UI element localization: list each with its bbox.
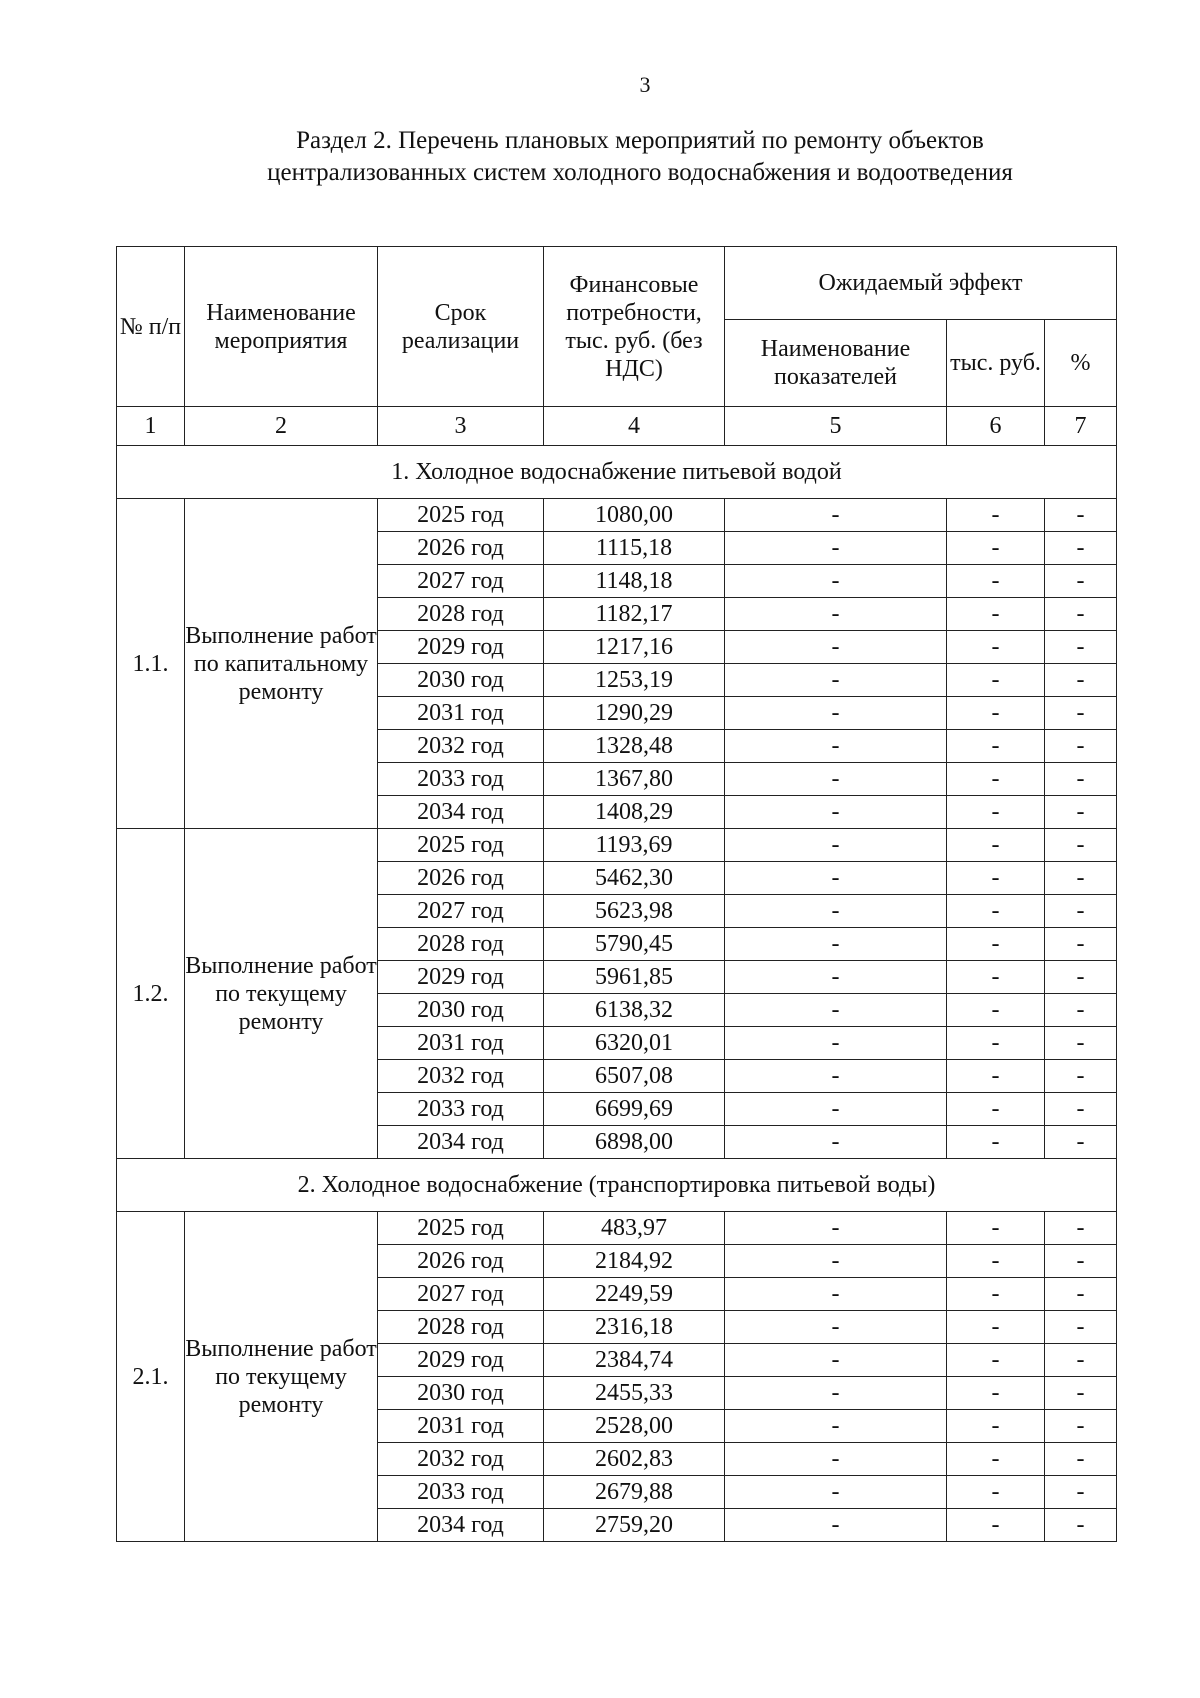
page-number: 3 bbox=[639, 72, 651, 97]
finance-cell: 2455,33 bbox=[544, 1377, 725, 1410]
section-group-row bbox=[117, 1159, 1117, 1212]
column-number: 7 bbox=[1045, 407, 1117, 446]
term-cell: 2031 год bbox=[378, 697, 544, 730]
header-effect-name: Наименование показателей bbox=[725, 320, 947, 407]
effect-rub-cell: - bbox=[947, 796, 1045, 829]
effect-rub-cell: - bbox=[947, 763, 1045, 796]
finance-cell: 483,97 bbox=[544, 1212, 725, 1245]
finance-cell: 6699,69 bbox=[544, 1093, 725, 1126]
effect-rub-cell: - bbox=[947, 1476, 1045, 1509]
section-title-line-2: централизованных систем холодного водоснабжения и водоотведения bbox=[267, 159, 1013, 186]
term-cell: 2027 год bbox=[378, 1278, 544, 1311]
effect-pct-cell: - bbox=[1045, 1509, 1117, 1542]
finance-cell: 6320,01 bbox=[544, 1027, 725, 1060]
term-cell: 2025 год bbox=[378, 829, 544, 862]
item-number: 1.1. bbox=[117, 499, 185, 829]
effect-name-cell: - bbox=[725, 763, 947, 796]
effect-name-cell: - bbox=[725, 1311, 947, 1344]
term-cell: 2026 год bbox=[378, 532, 544, 565]
column-number: 3 bbox=[378, 407, 544, 446]
header-row-top bbox=[117, 247, 1117, 320]
term-cell: 2030 год bbox=[378, 1377, 544, 1410]
section-group-title: 1. Холодное водоснабжение питьевой водой bbox=[117, 446, 1117, 499]
effect-pct-cell: - bbox=[1045, 664, 1117, 697]
effect-name-cell: - bbox=[725, 565, 947, 598]
finance-cell: 2384,74 bbox=[544, 1344, 725, 1377]
effect-rub-cell: - bbox=[947, 862, 1045, 895]
item-name: Выполнение работ по текущему ремонту bbox=[185, 1212, 378, 1542]
table-body bbox=[117, 446, 1117, 1542]
effect-rub-cell: - bbox=[947, 1093, 1045, 1126]
effect-rub-cell: - bbox=[947, 664, 1045, 697]
effect-rub-cell: - bbox=[947, 1509, 1045, 1542]
effect-name-cell: - bbox=[725, 1212, 947, 1245]
header-num: № п/п bbox=[117, 247, 185, 407]
effect-name-cell: - bbox=[725, 1027, 947, 1060]
effect-name-cell: - bbox=[725, 1377, 947, 1410]
term-cell: 2027 год bbox=[378, 565, 544, 598]
effect-pct-cell: - bbox=[1045, 1311, 1117, 1344]
finance-cell: 2759,20 bbox=[544, 1509, 725, 1542]
effect-rub-cell: - bbox=[947, 1377, 1045, 1410]
effect-rub-cell: - bbox=[947, 730, 1045, 763]
effect-rub-cell: - bbox=[947, 697, 1045, 730]
effect-name-cell: - bbox=[725, 1060, 947, 1093]
finance-cell: 5462,30 bbox=[544, 862, 725, 895]
effect-name-cell: - bbox=[725, 730, 947, 763]
effect-rub-cell: - bbox=[947, 499, 1045, 532]
effect-pct-cell: - bbox=[1045, 1126, 1117, 1159]
effect-rub-cell: - bbox=[947, 1344, 1045, 1377]
effect-pct-cell: - bbox=[1045, 1093, 1117, 1126]
header-finance: Финансовые потребности, тыс. руб. (без НДС) bbox=[544, 247, 725, 407]
effect-name-cell: - bbox=[725, 1093, 947, 1126]
effect-rub-cell: - bbox=[947, 631, 1045, 664]
term-cell: 2025 год bbox=[378, 1212, 544, 1245]
finance-cell: 1408,29 bbox=[544, 796, 725, 829]
item-number: 1.2. bbox=[117, 829, 185, 1159]
effect-name-cell: - bbox=[725, 862, 947, 895]
effect-pct-cell: - bbox=[1045, 895, 1117, 928]
effect-rub-cell: - bbox=[947, 1126, 1045, 1159]
term-cell: 2034 год bbox=[378, 796, 544, 829]
term-cell: 2026 год bbox=[378, 1245, 544, 1278]
finance-cell: 5790,45 bbox=[544, 928, 725, 961]
term-cell: 2029 год bbox=[378, 961, 544, 994]
term-cell: 2027 год bbox=[378, 895, 544, 928]
effect-pct-cell: - bbox=[1045, 697, 1117, 730]
effect-name-cell: - bbox=[725, 1344, 947, 1377]
effect-pct-cell: - bbox=[1045, 928, 1117, 961]
section-title bbox=[0, 125, 1200, 189]
term-cell: 2032 год bbox=[378, 730, 544, 763]
effect-name-cell: - bbox=[725, 598, 947, 631]
effect-name-cell: - bbox=[725, 829, 947, 862]
effect-pct-cell: - bbox=[1045, 961, 1117, 994]
finance-cell: 5623,98 bbox=[544, 895, 725, 928]
finance-cell: 2316,18 bbox=[544, 1311, 725, 1344]
term-cell: 2033 год bbox=[378, 1093, 544, 1126]
term-cell: 2031 год bbox=[378, 1027, 544, 1060]
effect-pct-cell: - bbox=[1045, 1212, 1117, 1245]
effect-name-cell: - bbox=[725, 994, 947, 1027]
effect-name-cell: - bbox=[725, 1245, 947, 1278]
term-cell: 2029 год bbox=[378, 1344, 544, 1377]
finance-cell: 1253,19 bbox=[544, 664, 725, 697]
effect-rub-cell: - bbox=[947, 1311, 1045, 1344]
header-effect: Ожидаемый эффект bbox=[725, 247, 1117, 320]
effect-name-cell: - bbox=[725, 1278, 947, 1311]
effect-name-cell: - bbox=[725, 1476, 947, 1509]
finance-cell: 6898,00 bbox=[544, 1126, 725, 1159]
term-cell: 2028 год bbox=[378, 1311, 544, 1344]
term-cell: 2031 год bbox=[378, 1410, 544, 1443]
effect-pct-cell: - bbox=[1045, 994, 1117, 1027]
table-row bbox=[117, 499, 1117, 532]
table-row bbox=[117, 1212, 1117, 1245]
effect-rub-cell: - bbox=[947, 1060, 1045, 1093]
finance-cell: 1328,48 bbox=[544, 730, 725, 763]
term-cell: 2030 год bbox=[378, 994, 544, 1027]
finance-cell: 1148,18 bbox=[544, 565, 725, 598]
section-group-title: 2. Холодное водоснабжение (транспортировка питьевой воды) bbox=[117, 1159, 1117, 1212]
finance-cell: 1115,18 bbox=[544, 532, 725, 565]
term-cell: 2026 год bbox=[378, 862, 544, 895]
effect-pct-cell: - bbox=[1045, 565, 1117, 598]
header-effect-pct: % bbox=[1045, 320, 1117, 407]
effect-pct-cell: - bbox=[1045, 730, 1117, 763]
term-cell: 2028 год bbox=[378, 598, 544, 631]
effect-pct-cell: - bbox=[1045, 1344, 1117, 1377]
effect-rub-cell: - bbox=[947, 1410, 1045, 1443]
effect-name-cell: - bbox=[725, 631, 947, 664]
term-cell: 2025 год bbox=[378, 499, 544, 532]
finance-cell: 2184,92 bbox=[544, 1245, 725, 1278]
finance-cell: 2679,88 bbox=[544, 1476, 725, 1509]
effect-name-cell: - bbox=[725, 895, 947, 928]
effect-rub-cell: - bbox=[947, 829, 1045, 862]
effect-name-cell: - bbox=[725, 1443, 947, 1476]
term-cell: 2034 год bbox=[378, 1126, 544, 1159]
effect-rub-cell: - bbox=[947, 1212, 1045, 1245]
effect-name-cell: - bbox=[725, 1126, 947, 1159]
term-cell: 2030 год bbox=[378, 664, 544, 697]
effect-pct-cell: - bbox=[1045, 763, 1117, 796]
finance-cell: 6507,08 bbox=[544, 1060, 725, 1093]
term-cell: 2033 год bbox=[378, 763, 544, 796]
effect-pct-cell: - bbox=[1045, 862, 1117, 895]
finance-cell: 2602,83 bbox=[544, 1443, 725, 1476]
term-cell: 2028 год bbox=[378, 928, 544, 961]
effect-pct-cell: - bbox=[1045, 598, 1117, 631]
effect-name-cell: - bbox=[725, 796, 947, 829]
effect-pct-cell: - bbox=[1045, 1443, 1117, 1476]
effect-pct-cell: - bbox=[1045, 631, 1117, 664]
column-number-row bbox=[117, 407, 1117, 446]
effect-rub-cell: - bbox=[947, 1027, 1045, 1060]
section-title-line-1: Раздел 2. Перечень плановых мероприятий по ремонту объектов bbox=[296, 127, 984, 154]
effect-name-cell: - bbox=[725, 961, 947, 994]
effect-name-cell: - bbox=[725, 928, 947, 961]
effect-pct-cell: - bbox=[1045, 796, 1117, 829]
finance-cell: 2528,00 bbox=[544, 1410, 725, 1443]
effect-rub-cell: - bbox=[947, 598, 1045, 631]
item-number: 2.1. bbox=[117, 1212, 185, 1542]
effect-rub-cell: - bbox=[947, 895, 1045, 928]
effect-rub-cell: - bbox=[947, 994, 1045, 1027]
finance-cell: 6138,32 bbox=[544, 994, 725, 1027]
finance-cell: 1080,00 bbox=[544, 499, 725, 532]
column-number: 1 bbox=[117, 407, 185, 446]
effect-name-cell: - bbox=[725, 1410, 947, 1443]
term-cell: 2032 год bbox=[378, 1443, 544, 1476]
finance-cell: 1217,16 bbox=[544, 631, 725, 664]
section-group-row bbox=[117, 446, 1117, 499]
column-number: 4 bbox=[544, 407, 725, 446]
activities-table bbox=[116, 246, 1117, 1542]
item-name: Выполнение работ по капитальному ремонту bbox=[185, 499, 378, 829]
finance-cell: 1290,29 bbox=[544, 697, 725, 730]
effect-rub-cell: - bbox=[947, 1245, 1045, 1278]
term-cell: 2033 год bbox=[378, 1476, 544, 1509]
table-row bbox=[117, 829, 1117, 862]
effect-pct-cell: - bbox=[1045, 532, 1117, 565]
effect-pct-cell: - bbox=[1045, 1476, 1117, 1509]
finance-cell: 1182,17 bbox=[544, 598, 725, 631]
finance-cell: 1193,69 bbox=[544, 829, 725, 862]
effect-pct-cell: - bbox=[1045, 499, 1117, 532]
finance-cell: 1367,80 bbox=[544, 763, 725, 796]
effect-rub-cell: - bbox=[947, 1443, 1045, 1476]
header-effect-rub: тыс. руб. bbox=[947, 320, 1045, 407]
column-number: 6 bbox=[947, 407, 1045, 446]
finance-cell: 5961,85 bbox=[544, 961, 725, 994]
effect-name-cell: - bbox=[725, 697, 947, 730]
effect-rub-cell: - bbox=[947, 961, 1045, 994]
effect-pct-cell: - bbox=[1045, 1377, 1117, 1410]
column-number: 2 bbox=[185, 407, 378, 446]
term-cell: 2029 год bbox=[378, 631, 544, 664]
effect-rub-cell: - bbox=[947, 565, 1045, 598]
term-cell: 2034 год bbox=[378, 1509, 544, 1542]
header-name: Наименование мероприятия bbox=[185, 247, 378, 407]
effect-name-cell: - bbox=[725, 1509, 947, 1542]
effect-name-cell: - bbox=[725, 499, 947, 532]
effect-pct-cell: - bbox=[1045, 1060, 1117, 1093]
item-name: Выполнение работ по текущему ремонту bbox=[185, 829, 378, 1159]
effect-pct-cell: - bbox=[1045, 1278, 1117, 1311]
effect-rub-cell: - bbox=[947, 928, 1045, 961]
effect-name-cell: - bbox=[725, 532, 947, 565]
effect-pct-cell: - bbox=[1045, 829, 1117, 862]
term-cell: 2032 год bbox=[378, 1060, 544, 1093]
column-number: 5 bbox=[725, 407, 947, 446]
effect-rub-cell: - bbox=[947, 1278, 1045, 1311]
effect-pct-cell: - bbox=[1045, 1245, 1117, 1278]
finance-cell: 2249,59 bbox=[544, 1278, 725, 1311]
effect-rub-cell: - bbox=[947, 532, 1045, 565]
effect-pct-cell: - bbox=[1045, 1410, 1117, 1443]
effect-name-cell: - bbox=[725, 664, 947, 697]
effect-pct-cell: - bbox=[1045, 1027, 1117, 1060]
header-term: Срок реализации bbox=[378, 247, 544, 407]
